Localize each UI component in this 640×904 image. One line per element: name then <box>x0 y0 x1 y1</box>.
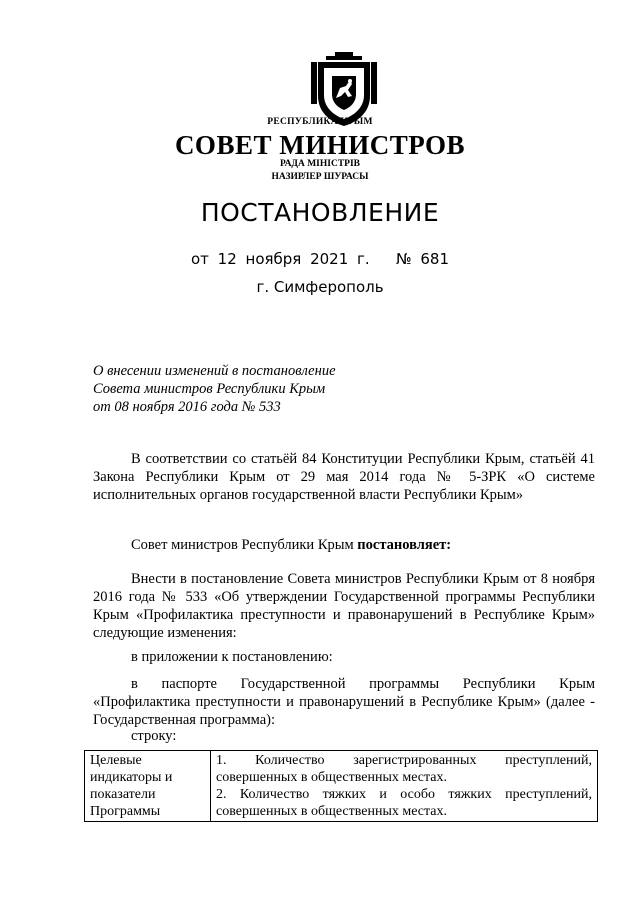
preamble-paragraph: В соответствии со статьёй 84 Конституции Республики Крым, статьёй 41 Закона Республики Крым от 29 мая 2014 года № 5-ЗРК «О системе исполнительных органов государственной власти Республики Крым» <box>93 451 595 503</box>
annex-paragraph: в приложении к постановлению: <box>131 649 333 665</box>
resolution-verb: постановляет: <box>357 537 452 553</box>
list-item: 2. Количество тяжких и особо тяжких преступлений, совершенных в общественных местах. <box>216 787 592 819</box>
table-row <box>85 751 598 822</box>
council-name-ukrainian: РАДА МІНІСТРІВ <box>279 159 360 169</box>
indicators-table <box>84 750 598 822</box>
council-name: СОВЕТ МИНИСТРОВ <box>174 130 466 160</box>
passport-paragraph: в паспорте Государственной программы Республики Крым «Профилактика преступности и правонарушений в Республике Крым» (далее - Государственная программа): <box>93 676 595 728</box>
resolution-paragraph <box>93 536 595 554</box>
resolution-text: Совет министров Республики Крым <box>131 537 358 553</box>
table-row-label: Целевые индикаторы и показатели Программы <box>85 751 211 822</box>
list-item: 1. Количество зарегистрированных преступлений, совершенных в общественных местах. <box>216 753 592 785</box>
document-title <box>93 362 393 416</box>
republic-name: РЕСПУБЛИКА КРЫМ <box>267 117 373 127</box>
title-line: Совета министров Республики Крым <box>93 381 326 397</box>
amendment-paragraph: Внести в постановление Совета министров Республики Крым от 8 ноября 2016 года № 533 «Об утверждении Государственной программы Республики Крым «Профилактика преступности и правонарушений в Республике Крым» следующие изменения: <box>93 571 595 641</box>
title-line: от 08 ноября 2016 года № 533 <box>93 399 281 415</box>
table-row-value <box>211 751 598 822</box>
title-line: О внесении изменений в постановление <box>93 363 336 379</box>
document-type: ПОСТАНОВЛЕНИЕ <box>200 198 440 227</box>
document-city: г. Симферополь <box>256 278 384 296</box>
council-name-crimean-tatar: НАЗИРЛЕР ШУРАСЫ <box>271 172 369 182</box>
row-intro-paragraph: строку: <box>131 728 177 744</box>
document-date-number: от 12 ноября 2021 г. № 681 <box>190 250 449 268</box>
